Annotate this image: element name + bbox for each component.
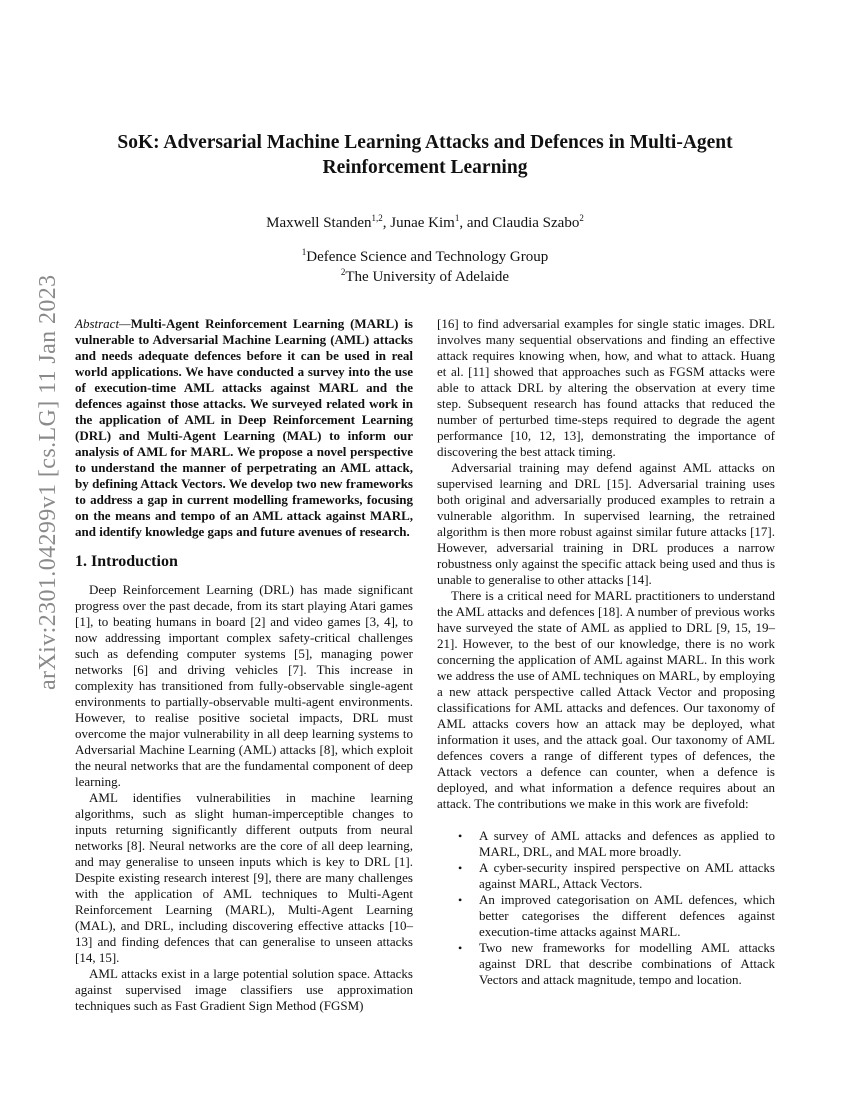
list-item: • Two new frameworks for modelling AML attacks against DRL that describe combinations of Attack Vectors and attack magnitude, tempo and location. [458, 940, 775, 987]
left-column [75, 316, 413, 1014]
author: Claudia Szabo$^2$ [492, 213, 584, 231]
affiliation-list [75, 247, 775, 287]
section-heading-introduction: 1. Introduction [75, 553, 178, 570]
paragraph: [16] to find adversarial examples for single static images. DRL involves many sequential observations and finding an effective attack requires knowing when, how, and what to attack. Huang et al. [11] showed that approaches such as FGSM attacks were able to attack DRL by altering the observation at every time step. Subsequent research has found attacks that reduced the number of perturbed time-steps required to degrade the agent performance [10, 12, 13], demonstrating the importance of discovering the best attack timing. [437, 316, 775, 459]
bullet-icon: • [458, 941, 463, 955]
bullet-icon: • [458, 829, 463, 843]
abstract-text: Multi-Agent Reinforcement Learning (MARL) is vulnerable to Adversarial Machine Learning (AML) attacks and needs adequate defences before it can be used in real world applications. We have conducted a survey into the use of execution-time AML attacks against MARL and the defences against those attacks. We surveyed related work in the application of AML in Deep Reinforcement Learning (DRL) and Multi-Agent Learning (MAL) to inform our analysis of AML for MARL. We propose a novel perspective to understand the manner of perpetrating an AML attack, by defining Attack Vectors. We develop two new frameworks to address a gap in current modelling frameworks, focusing on the means and tempo of an AML attack against MARL, and identify knowledge gaps and future avenues of research. [75, 316, 413, 539]
paragraph: Adversarial training may defend against AML attacks on supervised learning and DRL [15]. Adversarial training uses both original and adversarially produced examples to retrain a vulnerable algorithm. In supervised learning, the retrained algorithm is then more robust against similar future attacks [17]. However, adversarial training in DRL produces a narrow robustness only against the specific attack being used and thus is unable to generalise to other attacks [14]. [437, 460, 775, 587]
paper-title: SoK: Adversarial Machine Learning Attacks and Defences in Multi-Agent Reinforcement Learning [117, 132, 733, 178]
right-column [437, 316, 775, 988]
affiliation: $^1$Defence Science and Technology Group [301, 247, 549, 265]
abstract-label: Abstract— [75, 316, 131, 331]
paragraph: Deep Reinforcement Learning (DRL) has made significant progress over the past decade, from its start playing Atari games [1], to beating humans in board [2] and video games [3, 4], to now addressing important complex safety-critical challenges such as defending computer systems [5], managing power networks [6] and driving vehicles [7]. This increase in complexity has transitioned from fully-observable single-agent environments to partially-observable multi-agent environments. However, to realise positive societal impacts, DRL must overcome the major vulnerability in all deep learning systems to Adversarial Machine Learning (AML) attacks [8], which exploit the neural networks that are the fundamental component of deep learning. [75, 582, 413, 789]
list-item: • A cyber-security inspired perspective on AML attacks against MARL, Attack Vectors. [458, 860, 775, 891]
paragraph: There is a critical need for MARL practitioners to understand the AML attacks and defences [18]. A number of previous works have surveyed the state of AML as applied to DRL [9, 15, 19–21]. However, to the best of our knowledge, there is no work concerning the application of AML against MARL. In this work we address the use of AML techniques on MARL, by employing a new attack perspective called Attack Vector and proposing classifications for AML attacks and defences. Our taxonomy of AML attacks covers how an attack may be deployed, what information it uses, and the attack goal. Our taxonomy of AML defences covers a range of different types of defences, the Attack vectors a defence can counter, when a defence is deployed, and what information a defence requires about an attack. The contributions we make in this work are fivefold: [437, 588, 775, 811]
affiliation: $^2$The University of Adelaide [340, 267, 510, 285]
author: Maxwell Standen$^{1,2}$, [266, 213, 391, 231]
author: Junae Kim$^1$, and [390, 213, 493, 231]
paragraph: AML identifies vulnerabilities in machine learning algorithms, such as slight human-imperceptible changes to inputs returning significantly different outputs from neural networks [8]. Neural networks are the core of all deep learning, and may generalise to unseen inputs which is key to DRL [1]. Despite existing research interest [9], there are many challenges with the application of AML techniques to Multi-Agent Reinforcement Learning (MARL), Multi-Agent Learning (MAL), and DRL, including discovering effective attacks [10–13] and finding defences that can generalise to unseen attacks [14, 15]. [75, 790, 413, 965]
abstract [75, 316, 413, 540]
author-list [75, 213, 775, 233]
arxiv-identifier: arXiv:2301.04299v1 [cs.LG] 11 Jan 2023 [35, 274, 61, 690]
paragraph: AML attacks exist in a large potential solution space. Attacks against supervised image classifiers use approximation techniques such as Fast Gradient Sign Method (FGSM) [75, 966, 413, 1013]
contributions-list [437, 828, 775, 988]
bullet-icon: • [458, 861, 463, 875]
list-item: • A survey of AML attacks and defences as applied to MARL, DRL, and MAL more broadly. [458, 828, 775, 859]
bullet-icon: • [458, 893, 463, 907]
list-item: • An improved categorisation on AML defences, which better categorises the different defences against execution-time attacks against MARL. [458, 892, 775, 939]
